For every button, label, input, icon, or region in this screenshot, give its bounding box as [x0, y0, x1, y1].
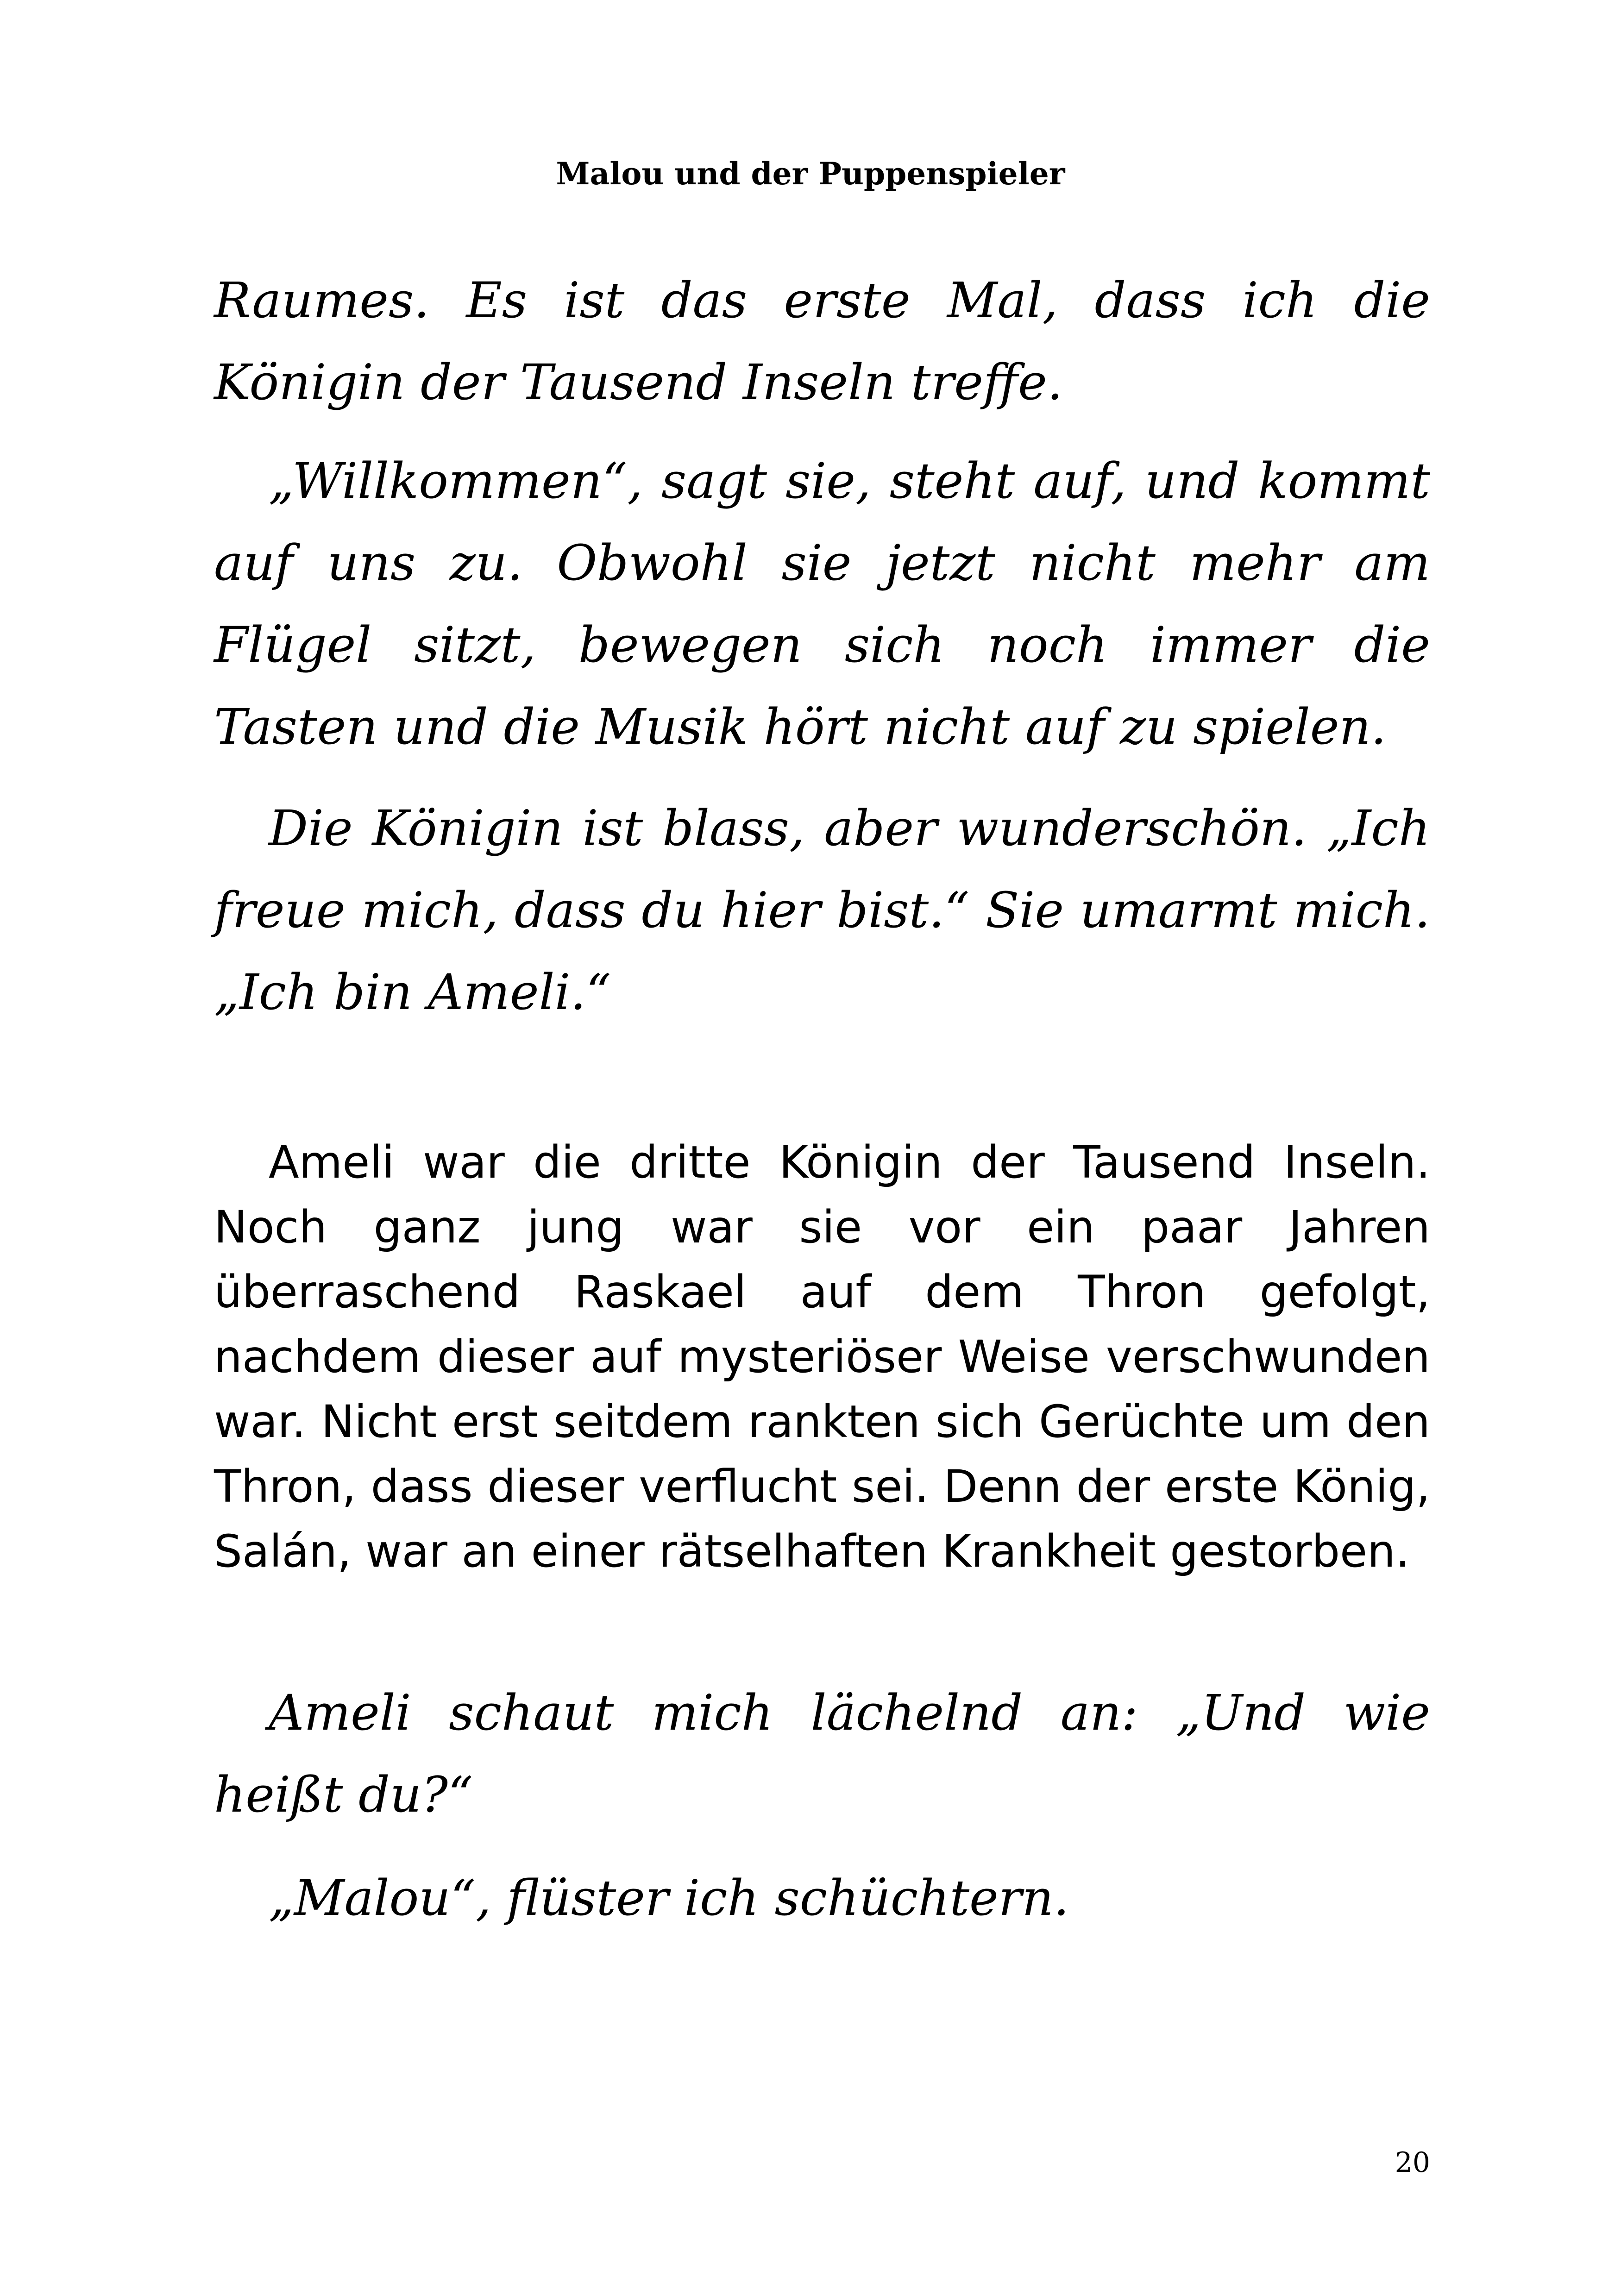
paragraph-text: Ameli schaut mich lächelnd an: „Und wie heißt du?“ — [214, 1684, 1430, 1823]
paragraph-text: Raumes. Es ist das erste Mal, dass ich die Königin der Tausend Inseln treffe. — [214, 272, 1430, 411]
paragraph-text: „Willkommen“, sagt sie, steht auf, und kommt auf uns zu. Obwohl sie jetzt nicht mehr am Flügel sitzt, bewegen sich noch immer die Tasten und die Musik hört nicht auf zu spielen. — [214, 452, 1430, 755]
story-paragraph — [214, 1672, 1430, 1836]
running-header: Malou und der Puppenspieler — [556, 156, 1065, 192]
page-number: 20 — [1395, 2146, 1430, 2179]
paragraph-text: Die Königin ist blass, aber wunderschön. „Ich freue mich, dass du hier bist.“ Sie umarmt mich. „Ich bin Ameli.“ — [214, 800, 1430, 1021]
paragraph-text: Ameli war die dritte Königin der Tausend Inseln. Noch ganz jung war sie vor ein paar Jahren überraschend Raskael auf dem Thron gefolgt, nachdem dieser auf mysteriöser Weise verschwunden war. Nicht erst seitdem rankten sich Gerüchte um den Thron, dass dieser verflucht sei. Denn der erste König, Salán, war an einer rätselhaften Krankheit gestorben. — [214, 1136, 1430, 1577]
story-paragraph — [214, 440, 1430, 768]
paragraph-text: „Malou“, flüster ich schüchtern. — [269, 1869, 1069, 1926]
story-paragraph — [214, 1857, 1430, 1939]
story-paragraph — [214, 259, 1430, 423]
aside-paragraph — [214, 1130, 1430, 1584]
story-paragraph — [214, 787, 1430, 1033]
